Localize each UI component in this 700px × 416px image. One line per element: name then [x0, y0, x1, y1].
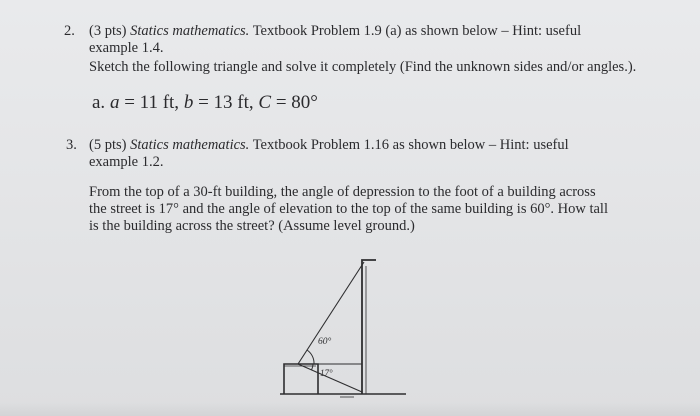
problem-2-header-line — [89, 23, 581, 40]
equation-a-var: a — [109, 92, 120, 113]
equation-prefix: a. — [92, 92, 106, 113]
elevation-angle-arc — [307, 350, 314, 364]
problem-3-body-line-2: the street is 17° and the angle of elevation to the top of the same building is 60°. How tall — [89, 201, 608, 217]
tall-building-outline — [362, 260, 376, 394]
depression-angle-label: 17° — [320, 368, 333, 378]
problem-3-points: (5 pts) — [89, 137, 127, 153]
problem-3-header-text: Textbook Problem 1.16 as shown below – Hint: useful — [252, 137, 569, 153]
depression-angle-arc — [312, 364, 314, 370]
buildings-figure — [280, 252, 410, 402]
equation-b-value: = 13 ft, — [193, 92, 259, 113]
elevation-sight-line — [298, 262, 364, 364]
problem-2-equation — [92, 92, 318, 114]
problem-2-number: 2. — [64, 23, 75, 39]
problem-3-body-line-3: is the building across the street? (Assume level ground.) — [89, 218, 415, 234]
equation-a-value: = 11 ft, — [119, 92, 184, 113]
problem-3-hint-example: example 1.2. — [89, 154, 164, 170]
equation-c-var: C — [258, 92, 272, 113]
equation-b-var: b — [183, 92, 194, 113]
problem-3-number: 3. — [66, 137, 77, 153]
problem-3-header-line — [89, 137, 569, 154]
elevation-angle-label: 60° — [318, 337, 332, 347]
problem-2-instruction: Sketch the following triangle and solve it completely (Find the unknown sides and/or angles.). — [89, 59, 637, 75]
problem-2-hint-example: example 1.4. — [89, 40, 164, 56]
problem-2-header-text: Textbook Problem 1.9 (a) as shown below – Hint: useful — [252, 23, 582, 39]
problem-3-body-line-1: From the top of a 30-ft building, the angle of depression to the foot of a building across — [89, 184, 596, 200]
problem-2-points: (3 pts) — [89, 23, 127, 39]
short-building-outline — [284, 364, 318, 394]
equation-c-value: = 80° — [271, 92, 318, 113]
page-bottom-shadow — [0, 402, 700, 416]
problem-2-course: Statics mathematics. — [130, 23, 250, 39]
problem-3-course: Statics mathematics. — [130, 137, 250, 153]
